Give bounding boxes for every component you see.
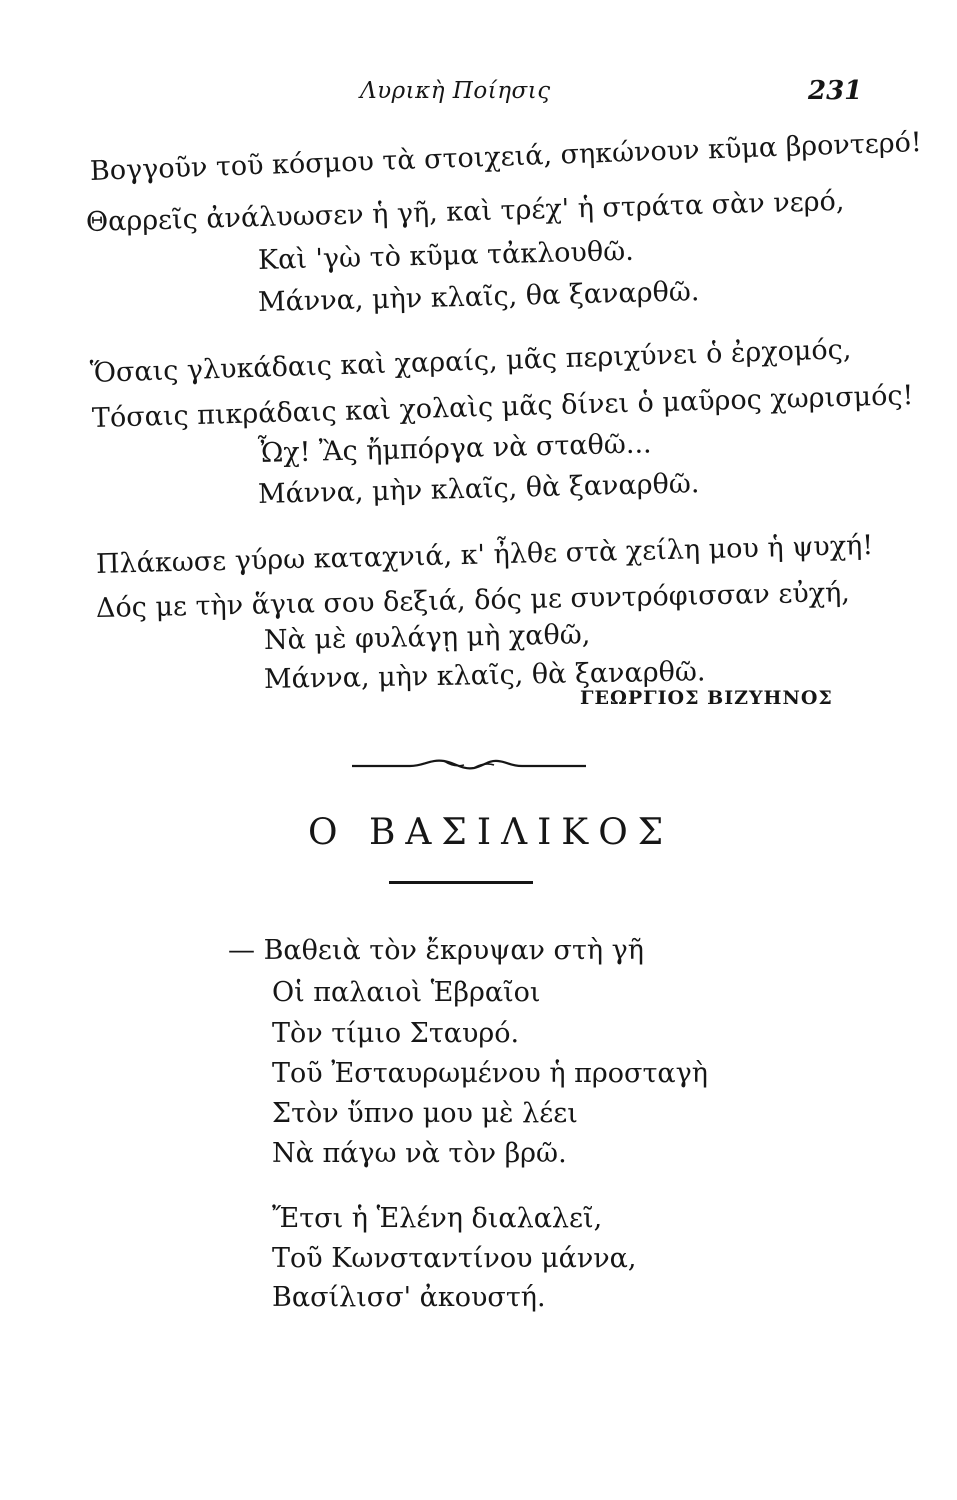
poem-line: — Βαθειὰ τὸν ἔκρυψαν στὴ γῆ [228, 935, 644, 966]
poem-line: Στὸν ὕπνο μου μὲ λέει [272, 1098, 578, 1129]
poem-line: Πλάκωσε γύρω καταχνιά, κ' ἦλθε στὰ χείλη μου ἡ ψυχή! [95, 530, 874, 580]
poem-line: Μάννα, μὴν κλαῖς, θα ξαναρθῶ. [257, 276, 700, 318]
poem-line: Νὰ μὲ φυλάγῃ μὴ χαθῶ, [263, 619, 591, 656]
poem-line: Ὅσαις γλυκάδαις καὶ χαραίς, μᾶς περιχύνει ὁ ἐρχομός, [89, 334, 852, 389]
poem-line: Τοῦ Κωνσταντίνου μάννα, [272, 1243, 637, 1274]
poem-line: Οἱ παλαιοὶ Ἑβραῖοι [272, 977, 541, 1008]
ornament-divider-icon [352, 755, 586, 777]
title-underline [389, 881, 533, 884]
poem-line: Μάννα, μὴν κλαῖς, θὰ ξαναρθῶ. [257, 468, 700, 510]
poem-author: ΓΕΩΡΓΙΟΣ ΒΙΖΥΗΝΟΣ [580, 687, 833, 709]
poem-line: Ἔτσι ἡ Ἑλένη διαλαλεῖ, [272, 1203, 603, 1234]
poem-title: Ο ΒΑΣΙΛΙΚΟΣ [308, 812, 674, 853]
running-header: Λυρικὴ Ποίησις [360, 78, 551, 104]
poem-line: Τοῦ Ἐσταυρωμένου ἡ προσταγὴ [272, 1058, 708, 1089]
poem-line: Βασίλισσ' ἀκουστή. [272, 1282, 546, 1313]
poem-line: Θαρρεῖς ἀνάλυωσεν ἡ γῆ, καὶ τρέχ' ἡ στράτα σὰν νερό, [85, 185, 845, 238]
poem-line: Τόσαις πικράδαις καὶ χολαὶς μᾶς δίνει ὁ μαῦρος χωρισμός! [91, 380, 914, 434]
poem-line: Δός με τὴν ἅγια σου δεξιά, δός με συντρόφισσαν εὐχή, [95, 577, 851, 624]
poem-line: Μάννα, μὴν κλαῖς, θὰ ξαναρθῶ. [263, 656, 706, 695]
page-number: 231 [808, 76, 863, 106]
poem-line: Βογγοῦν τοῦ κόσμου τὰ στοιχειά, σηκώνουν κῦμα βροντερό! [89, 126, 923, 187]
poem-line: Τὸν τίμιο Σταυρό. [272, 1018, 520, 1049]
poem-line: Νὰ πάγω νὰ τὸν βρῶ. [272, 1138, 567, 1169]
poem-line: Ὦχ! Ἂς ἤμπόργα νὰ σταθῶ... [257, 428, 652, 469]
poem-line: Καὶ 'γὼ τὸ κῦμα τἀκλουθῶ. [257, 235, 635, 276]
